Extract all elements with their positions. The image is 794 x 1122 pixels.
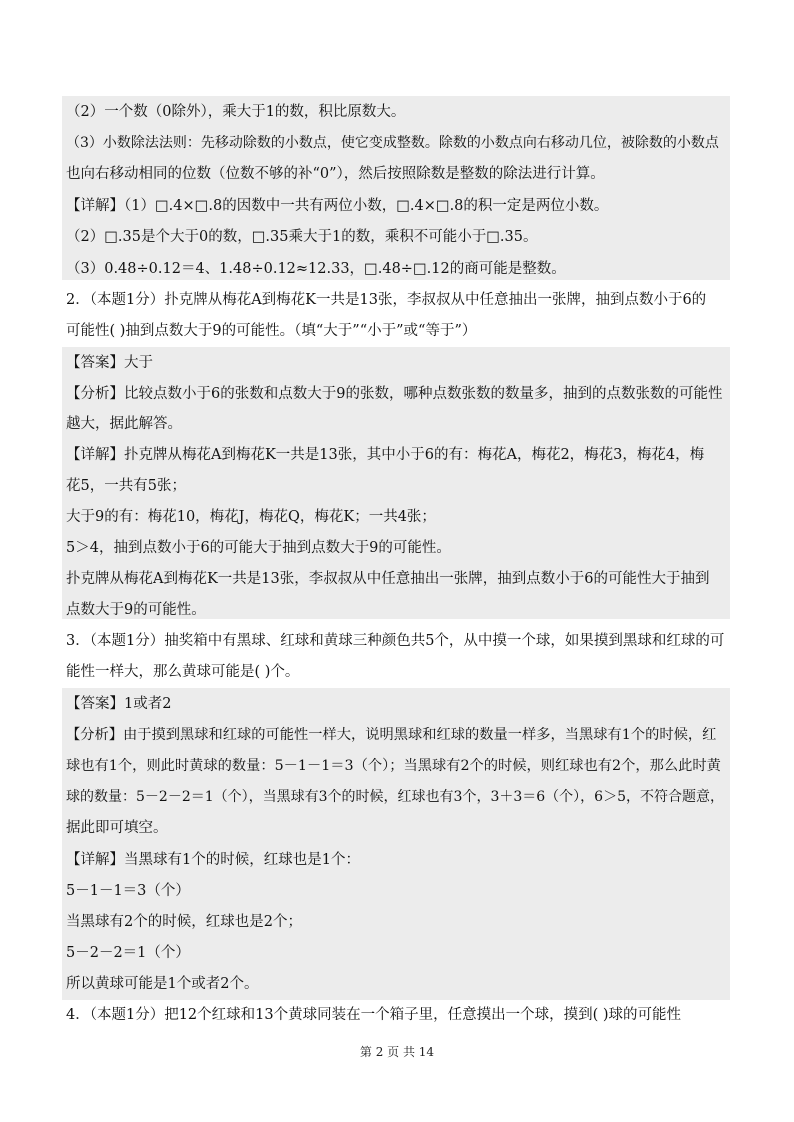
- text-line: （3）0.48÷0.12＝4、1.48÷0.12≈12.33，□.48÷□.12的商可能是整数。: [66, 261, 566, 277]
- text-line: 【分析】由于摸到黑球和红球的可能性一样大，说明黑球和红球的数量一样多，当黑球有1个的时候，红: [66, 727, 717, 743]
- text-line: 所以黄球可能是1个或者2个。: [66, 976, 259, 992]
- text-line: 【详解】扑克牌从梅花A到梅花K一共是13张，其中小于6的有：梅花A，梅花2，梅花3，梅花4，梅: [66, 447, 705, 463]
- page-footer: 第 2 页 共 14: [359, 1045, 435, 1059]
- text-line: 大于9的有：梅花10，梅花J，梅花Q，梅花K；一共4张；: [66, 509, 436, 525]
- text-line: 据此即可填空。: [66, 820, 168, 836]
- question-line: 2．（本题1分）扑克牌从梅花A到梅花K一共是13张，李叔叔从中任意抽出一张牌，抽到点数小于6的: [66, 292, 707, 308]
- text-line: 5－1－1＝3（个）: [66, 883, 190, 899]
- text-line: （3）小数除法法则：先移动除数的小数点，使它变成整数。除数的小数点向右移动几位，被除数的小数点: [66, 135, 719, 151]
- answer-line: 【答案】大于: [66, 355, 153, 371]
- answer-line: 【答案】1或者2: [66, 696, 172, 712]
- text-line: 【分析】比较点数小于6的张数和点数大于9的张数，哪种点数张数的数量多，抽到的点数张数的可能性: [66, 386, 723, 402]
- question-line: 可能性( )抽到点数大于9的可能性。（填“大于”“小于”或“等于”）: [66, 323, 477, 339]
- analysis-block-1: [62, 96, 730, 280]
- text-line: 【详解】（1）□.4×□.8的因数中一共有两位小数，□.4×□.8的积一定是两位小数。: [66, 198, 609, 214]
- text-line: （2）一个数（0除外），乘大于1的数，积比原数大。: [66, 104, 406, 120]
- text-line: 扑克牌从梅花A到梅花K一共是13张，李叔叔从中任意抽出一张牌，抽到点数小于6的可能性大于抽到: [66, 571, 710, 587]
- text-line: 花5，一共有5张；: [66, 478, 186, 494]
- question-line: 能性一样大，那么黄球可能是( )个。: [66, 664, 300, 680]
- text-line: 当黑球有2个的时候，红球也是2个；: [66, 914, 302, 930]
- question-line: 4．（本题1分）把12个红球和13个黄球同装在一个箱子里，任意摸出一个球，摸到( )球的可能性: [66, 1007, 682, 1023]
- text-line: 越大，据此解答。: [66, 416, 182, 432]
- text-line: 球的数量：5－2－2＝1（个），当黑球有3个的时候，红球也有3个，3＋3＝6（个），6＞5，不符合题意，: [66, 789, 724, 805]
- text-line: （2）□.35是个大于0的数，□.35乘大于1的数，乘积不可能小于□.35。: [66, 229, 538, 245]
- text-line: 也向右移动相同的位数（位数不够的补“0”），然后按照除数是整数的除法进行计算。: [66, 166, 605, 182]
- text-line: 5＞4，抽到点数小于6的可能大于抽到点数大于9的可能性。: [66, 540, 451, 556]
- text-line: 球也有1个，则此时黄球的数量：5－1－1＝3（个）；当黑球有2个的时候，则红球也有2个，那么此时黄: [66, 758, 721, 774]
- question-line: 3．（本题1分）抽奖箱中有黑球、红球和黄球三种颜色共5个，从中摸一个球，如果摸到黑球和红球的可: [66, 633, 725, 649]
- text-line: 5－2－2＝1（个）: [66, 945, 190, 961]
- text-line: 点数大于9的可能性。: [66, 602, 206, 618]
- text-line: 【详解】当黑球有1个的时候，红球也是1个：: [66, 852, 360, 868]
